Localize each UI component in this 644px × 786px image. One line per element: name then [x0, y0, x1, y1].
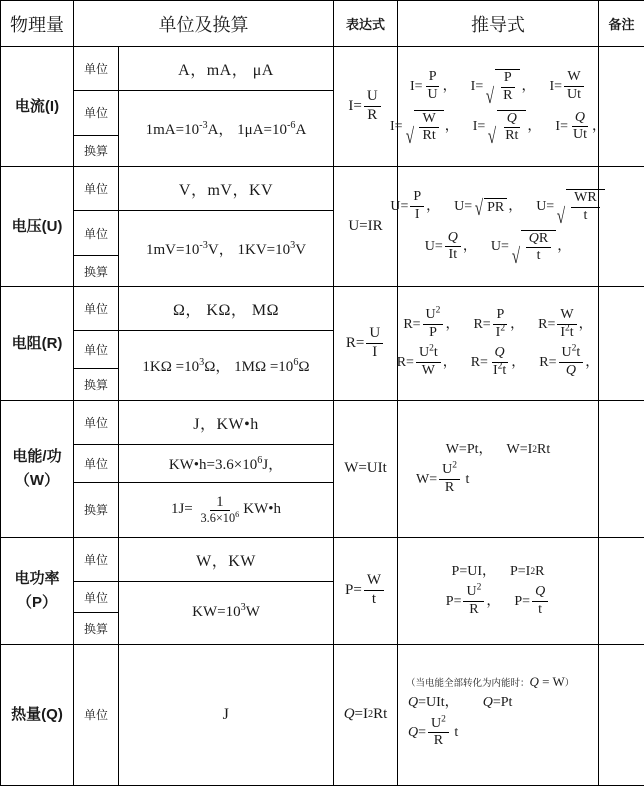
table-row-energy-unit	[1, 400, 644, 444]
expression-heat: Q =I 2 Rt	[334, 644, 398, 785]
formula-w-i2rt: W=I 2 Rt	[506, 441, 551, 457]
formula-i-sqrt-w-over-rt: I= √ $\frac{W}{Rt}$ ，	[390, 110, 459, 149]
table-row-power-unit	[1, 537, 644, 581]
row-label-conversion-2: 换算	[74, 255, 119, 286]
conversion-energy-line1: $KW•h=3.6\times 10^6J$，	[119, 444, 334, 482]
units-voltage: V，mV，KV	[119, 167, 334, 211]
derivations-heat	[398, 644, 599, 785]
expression-voltage: U=IR	[334, 167, 398, 287]
heat-note-eq: =	[538, 673, 553, 689]
quantity-power-line2: （P）	[16, 593, 57, 611]
remark-energy	[599, 400, 644, 537]
table-row-resistance-unit	[1, 287, 644, 331]
derivations-current	[390, 47, 606, 167]
row-label-conversion-2: 换算	[74, 135, 119, 166]
formula-u-sqrt-pr: U= √ PR ，	[454, 195, 523, 220]
formula-w-pt: W=Pt，	[445, 441, 493, 457]
table-header-row	[1, 1, 644, 47]
heat-note-q: Q	[529, 673, 539, 689]
expression-power: P= $\frac{W}{t}$	[334, 537, 398, 644]
remark-current	[599, 47, 644, 167]
quantity-power	[1, 537, 74, 644]
formula-p-q-over-t: P= $\frac{Q}{t}$	[514, 585, 550, 617]
row-label-conversion-1: 单位	[74, 331, 119, 369]
quantity-energy	[1, 400, 74, 537]
heat-note	[398, 675, 598, 689]
conversion-voltage-text: $1mV=10^{-3}V$， $1KV=10^3V$	[145, 240, 307, 259]
expression-current: I= $\frac{U}{R}$	[334, 47, 398, 167]
formula-r-u2t-over-w: R= $\frac{U^2t}{W}$ ，	[396, 343, 457, 379]
formula-w-u2-over-r-t: W= $\frac{U^2}{R}$ t	[416, 460, 470, 495]
conversion-current-text: $1mA=10^{-3}A$， $1\mu A=10^{-6}A$	[145, 120, 307, 139]
row-label-conversion-1: 单位	[74, 581, 119, 612]
formula-u-sqrt-wr-over-t: U= √ $\frac{WR}{t}$	[536, 189, 605, 223]
remark-voltage	[599, 167, 644, 287]
derivations-power	[398, 537, 599, 644]
formula-i-w-over-ut: I= $\frac{W}{Ut}$	[549, 70, 586, 102]
formula-p-i2r: P=I 2 R	[510, 563, 545, 579]
formula-q-uit: Q =UIt，	[408, 695, 459, 711]
units-heat: J	[119, 644, 334, 785]
heat-note-text: （当电能全部转化为内能时：	[406, 677, 530, 689]
row-label-conversion-1: 单位	[74, 211, 119, 256]
header-derivation: 推导式	[398, 1, 599, 47]
formula-p-ui: P=UI，	[451, 563, 496, 579]
formula-r-q-over-i2t: R= $\frac{Q}{I^2t}$ ，	[470, 345, 526, 379]
conversion-resistance	[119, 331, 334, 400]
formula-r-u2t-over-q: R= $\frac{U^2t}{Q}$ ，	[539, 343, 600, 379]
quantity-resistance: 电阻(R)	[1, 287, 74, 400]
row-label-unit: 单位	[74, 537, 119, 581]
remark-resistance	[599, 287, 644, 400]
conversion-power-text: $KW=10^3W$	[192, 602, 260, 621]
formula-i-sqrt-p-over-r: I= √ $\frac{P}{R}$ ，	[470, 70, 536, 108]
units-resistance: Ω， KΩ， MΩ	[119, 287, 334, 331]
derivations-resistance	[398, 287, 599, 400]
header-unit-conversion: 单位及换算	[74, 1, 334, 47]
conversion-resistance-text: $1K\Omega =10^3\Omega$， $1M\Omega =10^6\Omega$	[142, 356, 310, 375]
heat-note-close: ）	[564, 677, 575, 689]
header-remark: 备注	[599, 1, 644, 47]
quantity-power-line1: 电功率	[14, 570, 60, 588]
formula-u-q-over-it: U= $\frac{Q}{It}$ ，	[424, 229, 477, 263]
formula-q-u2-over-r-t: Q = $\frac{U^2}{R}$ t	[408, 713, 459, 749]
row-label-conversion-2: 换算	[74, 369, 119, 400]
remark-heat	[599, 644, 644, 785]
row-label-conversion-1: 单位	[74, 444, 119, 482]
formula-p-u2-over-r: P= $\frac{U^2}{R}$ ，	[445, 582, 501, 617]
formula-q-pt: Q =Pt	[482, 695, 513, 711]
row-label-unit: 单位	[74, 167, 119, 211]
header-expression: 表达式	[334, 1, 398, 47]
table-row-heat	[1, 644, 644, 785]
derivations-energy	[398, 400, 599, 537]
conversion-current	[119, 91, 334, 167]
row-label-unit: 单位	[74, 644, 119, 785]
units-current: A，mA， μA	[119, 47, 334, 91]
units-energy: J，KW•h	[119, 400, 334, 444]
quantity-energy-line2: （W）	[14, 471, 60, 489]
expression-resistance: R= $\frac{U}{I}$	[334, 287, 398, 400]
formula-r-u2-over-p: R= $\frac{U^2}{P}$ ，	[403, 305, 460, 340]
quantity-energy-line1: 电能/功	[12, 448, 62, 466]
units-power: W，KW	[119, 537, 334, 581]
row-label-unit: 单位	[74, 47, 119, 91]
row-label-conversion-2: 换算	[74, 482, 119, 537]
remark-power	[599, 537, 644, 644]
table-row-voltage-unit	[1, 167, 644, 211]
row-label-unit: 单位	[74, 400, 119, 444]
conversion-power	[119, 581, 334, 644]
quantity-voltage: 电压(U)	[1, 167, 74, 287]
header-quantity: 物理量	[1, 1, 74, 47]
conversion-energy-line2: 1J= $\frac{1}{3.6\times 10^6}$ KW•h	[119, 482, 334, 537]
formula-r-p-over-i2: R= $\frac{P}{I^2}$ ，	[473, 307, 525, 340]
row-label-conversion-1: 单位	[74, 91, 119, 136]
row-label-unit: 单位	[74, 287, 119, 331]
formula-r-w-over-i2t: R= $\frac{W}{I^2t}$ ，	[538, 307, 593, 340]
formula-i-sqrt-q-over-rt: I= √ $\frac{Q}{Rt}$ ，	[472, 110, 542, 149]
formula-u-p-over-i: U= $\frac{P}{I}$ ，	[390, 189, 441, 223]
conversion-voltage	[119, 211, 334, 287]
formula-i-p-over-u: I= $\frac{P}{U}$ ，	[409, 69, 457, 102]
derivations-voltage	[390, 167, 599, 287]
formula-u-sqrt-qr-over-t: U= √ $\frac{QR}{t}$ ，	[490, 230, 572, 269]
formula-i-q-over-ut: I= $\frac{Q}{Ut}$ ，	[555, 109, 606, 143]
row-label-conversion-2: 换算	[74, 613, 119, 644]
quantity-heat: 热量(Q)	[1, 644, 74, 785]
quantity-current: 电流(I)	[1, 47, 74, 167]
expression-energy: W=UIt	[334, 400, 398, 537]
table-row-current-unit	[1, 47, 644, 91]
heat-note-w: W	[552, 673, 565, 689]
